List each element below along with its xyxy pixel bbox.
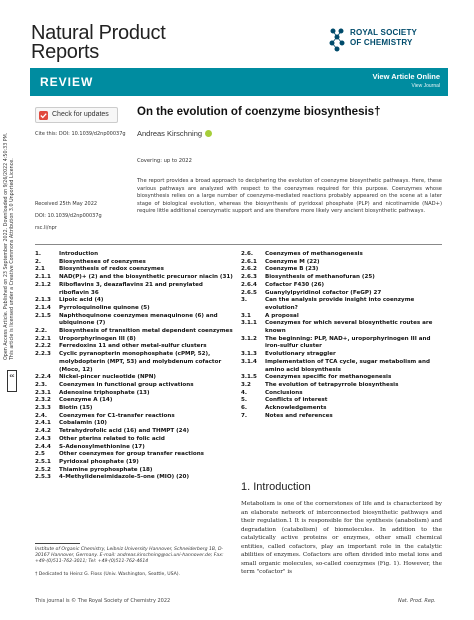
toc-entry-number: 2.5.1 [35, 458, 51, 465]
article-title: On the evolution of coenzyme biosynthesis† [137, 106, 381, 118]
introduction-heading: 1. Introduction [241, 481, 311, 493]
check-for-updates-label: Check for updates [52, 111, 109, 118]
toc-entry-number: 2. [35, 258, 42, 265]
footnote-divider [35, 543, 80, 544]
toc-entry[interactable] [35, 343, 233, 351]
journal-title-line1: Natural Product [31, 22, 166, 44]
covering-period: Covering: up to 2022 [137, 158, 192, 164]
toc-entry[interactable] [35, 474, 233, 482]
toc-entry-number: 3. [241, 297, 248, 304]
rsc-crest-icon [327, 26, 347, 52]
toc-entry[interactable] [35, 259, 233, 267]
toc-right-column [241, 251, 442, 420]
toc-entry-number: 3.1.2 [241, 335, 257, 342]
orcid-icon[interactable] [205, 130, 212, 137]
toc-entry-number: 2.1 [35, 266, 45, 273]
view-journal-link[interactable]: View Journal [411, 83, 440, 89]
toc-entry-number: 2.2.4 [35, 374, 51, 381]
toc-entry-title: Can the analysis provide insight into coenzyme evolution? [265, 297, 415, 311]
article-doi[interactable]: DOI: 10.1039/d2np00037g [35, 213, 102, 219]
author-name[interactable]: Andreas Kirschning [137, 129, 203, 138]
toc-entry-title: Notes and references [265, 412, 333, 419]
open-access-notice: Open Access Article. Published on 23 September 2022. Downloaded on 9/26/2022 4:50:33 PM. [4, 132, 9, 360]
toc-entry-number: 2.2. [35, 328, 48, 335]
toc-entry-title: Acknowledgements [265, 405, 327, 412]
journal-title-line2: Reports [31, 41, 99, 63]
toc-entry-number: 2.5 [35, 451, 45, 458]
toc-left-column [35, 251, 233, 482]
toc-entry[interactable] [35, 444, 233, 452]
author-line [137, 129, 212, 138]
toc-entry-title: Uroporphyrinogen III (8) [59, 335, 136, 342]
toc-entry-title: Coenzyme A (14) [59, 397, 113, 404]
toc-entry[interactable] [35, 282, 233, 297]
toc-entry[interactable] [35, 467, 233, 475]
toc-entry[interactable] [35, 413, 233, 421]
toc-entry-title: Coenzymes for C1-transfer reactions [59, 412, 175, 419]
toc-entry-number: 2.6.1 [241, 258, 257, 265]
toc-entry-title: Implementation of TCA cycle, sugar metabolism and amino acid biosynthesis [265, 358, 430, 373]
toc-entry[interactable] [241, 259, 442, 267]
toc-entry-title: Cofactor F430 (26) [265, 281, 325, 288]
toc-entry-number: 2.6.3 [241, 274, 257, 281]
toc-entry[interactable] [241, 282, 442, 290]
toc-entry[interactable] [241, 274, 442, 282]
toc-entry-number: 6. [241, 405, 248, 412]
toc-entry-title: Tetrahydrofolic acid (16) and THMPT (24) [59, 428, 190, 435]
toc-entry-number: 2.1.3 [35, 297, 51, 304]
cite-doi[interactable]: Cite this: DOI: 10.1039/d2np00037g [35, 131, 126, 137]
toc-entry-title: Cobalamin (10) [59, 420, 107, 427]
toc-entry-number: 2.2.2 [35, 343, 51, 350]
affiliation-footnote: Institute of Organic Chemistry, Leibniz University Hannover, Schneiderberg 1B, D-30167 Hannover, Germany. E-mail: andreas.kirschning@oci.uni-hannover.de; Fax: +49-(0)511-762-3011; Tel: +49-(0)511-762-4614 [35, 547, 224, 565]
toc-entry-number: 2.6.2 [241, 266, 257, 273]
toc-entry-number: 2.3.3 [35, 405, 51, 412]
view-article-online-link[interactable]: View Article Online [372, 72, 440, 81]
toc-entry[interactable] [35, 297, 233, 305]
toc-entry[interactable] [241, 320, 442, 335]
toc-entry[interactable] [241, 405, 442, 413]
toc-entry-title: Conflicts of interest [265, 397, 328, 404]
toc-entry-number: 2.4. [35, 412, 48, 419]
rsc-logo[interactable] [327, 22, 447, 56]
article-type-banner [30, 68, 448, 96]
toc-entry[interactable] [241, 313, 442, 321]
toc-entry-title: Adenosine triphosphate (13) [59, 389, 150, 396]
toc-entry[interactable] [35, 351, 233, 374]
toc-entry-number: 5. [241, 397, 248, 404]
toc-entry-title: Riboflavins 3, deazaflavins 21 and prenylated riboflavin 36 [59, 281, 203, 296]
toc-entry-title: Biosynthesis of transition metal dependent coenzymes [59, 328, 233, 335]
toc-entry-title: Coenzyme B (23) [265, 266, 319, 273]
toc-entry[interactable] [241, 351, 442, 359]
toc-entry[interactable] [35, 451, 233, 459]
toc-entry-number: 3.1.5 [241, 374, 257, 381]
introduction-body: Metabolism is one of the cornerstones of life and is characterized by an elaborate network of interconnected biosynthetic pathways and their regulation.1 It is responsible for the synthesis (anabolism) and degradation (catabolism) of biomolecules. In addition to the catalytically active proteins or enzymes, other small chemical entities, called cofactors, play an important role in the catalytic abilities of enzymes. Cofactors are often divided into metal ions and small organic molecules, so-called coenzymes (Fig. 1). However, the term "cofactor" is [241, 501, 442, 575]
toc-entry[interactable] [241, 266, 442, 274]
toc-entry[interactable] [35, 266, 233, 274]
toc-entry-title: Biosynthesis of methanofuran (25) [265, 274, 375, 281]
toc-entry-title: Thiamine pyrophosphate (18) [59, 466, 153, 473]
toc-entry[interactable] [35, 459, 233, 467]
journal-abbrev-footer: Nat. Prod. Rep. [398, 598, 436, 604]
toc-entry-number: 2.5.2 [35, 466, 51, 473]
cc-license-badge[interactable]: cc [7, 370, 17, 392]
toc-entry-title: 4-Methylideneimidazole-5-one (MIO) (20) [59, 474, 190, 481]
toc-entry[interactable] [241, 297, 442, 312]
toc-entry[interactable] [35, 382, 233, 390]
toc-entry[interactable] [35, 305, 233, 313]
toc-entry-number: 2.6.4 [241, 281, 257, 288]
toc-entry-title: Cyclic pyranopterin monophosphate (cPMP, 52), molybdopterin (MPT, 53) and molybdenum cofactor (Moco, 12) [59, 351, 222, 373]
toc-entry-number: 2.2.3 [35, 351, 51, 358]
toc-entry-title: The beginning: PLP, NAD+, uroporphyrinogen III and iron-sulfur cluster [265, 335, 431, 350]
toc-entry-number: 3.2 [241, 381, 251, 388]
toc-entry-number: 2.3.1 [35, 389, 51, 396]
copyright-footer: This journal is © The Royal Society of Chemistry 2022 [35, 598, 171, 604]
license-notice[interactable]: This article is licensed under a Creative Commons Attribution 3.0 Unported Licence. [10, 158, 15, 360]
toc-entry-title: Pyridoxal phosphate (19) [59, 458, 139, 465]
toc-entry[interactable] [241, 336, 442, 351]
toc-entry-number: 2.6.5 [241, 289, 257, 296]
publisher-line1: ROYAL SOCIETY [350, 28, 418, 37]
toc-entry[interactable] [241, 397, 442, 405]
toc-entry-title: Introduction [59, 251, 99, 257]
toc-entry-number: 2.4.1 [35, 420, 51, 427]
toc-entry-title: S-Adenosylmethionine (17) [59, 443, 145, 450]
toc-entry-title: Coenzymes in functional group activations [59, 381, 194, 388]
toc-entry-title: Evolutionary straggler [265, 351, 336, 358]
toc-entry-number: 3.1.4 [241, 358, 257, 365]
received-date: Received 25th May 2022 [35, 201, 98, 207]
toc-entry-number: 2.5.3 [35, 474, 51, 481]
toc-entry[interactable] [35, 420, 233, 428]
journal-short-link[interactable]: rsc.li/npr [35, 225, 57, 231]
toc-entry[interactable] [35, 274, 233, 282]
toc-entry[interactable] [241, 374, 442, 382]
check-for-updates-button[interactable] [35, 107, 118, 123]
toc-entry-number: 2.4.4 [35, 443, 51, 450]
publisher-line2: OF CHEMISTRY [350, 38, 413, 47]
toc-entry-number: 2.1.2 [35, 281, 51, 288]
toc-entry-title: Lipoic acid (4) [59, 297, 104, 304]
journal-title [31, 24, 165, 62]
abstract: The report provides a broad approach to deciphering the evolution of coenzyme biosynthetic pathways. Here, these various pathways are analyzed with respect to the coenzymes required for this purpose. Coenzymes whose biosynthesis relies on a large number of coenzyme-mediated reactions probably appeared on the scene at a later stage of biological evolution, whereas the biosynthesis of pyridoxal phosphate (PLP) and nicotinamide (NAD+) require little additional coenzymatic support and are therefore more likely very ancient biosynthetic pathways. [137, 178, 442, 215]
toc-entry-number: 3.1 [241, 312, 251, 319]
toc-entry-number: 1. [35, 251, 42, 257]
toc-entry-title: Coenzymes specific for methanogenesis [265, 374, 392, 381]
toc-entry-number: 4. [241, 389, 248, 396]
toc-entry[interactable] [35, 390, 233, 398]
toc-entry-title: Ferredoxins 11 and other metal-sulfur clusters [59, 343, 207, 350]
dedication-footnote: † Dedicated to Heinz G. Floss (Univ. Washington, Seattle, USA). [35, 572, 181, 577]
toc-entry[interactable] [35, 397, 233, 405]
toc-entry-title: Conclusions [265, 389, 303, 396]
toc-entry-title: Other pterins related to folic acid [59, 435, 165, 442]
toc-entry[interactable] [241, 390, 442, 398]
toc-entry[interactable] [35, 336, 233, 344]
toc-entry-number: 3.1.1 [241, 320, 257, 327]
toc-entry-number: 2.4.3 [35, 435, 51, 442]
toc-entry-number: 2.1.1 [35, 274, 51, 281]
toc-entry-title: Biosyntheses of coenzymes [59, 258, 146, 265]
toc-entry[interactable] [35, 428, 233, 436]
toc-entry-number: 2.1.4 [35, 304, 51, 311]
toc-entry-number: 2.6. [241, 251, 254, 257]
toc-entry-title: Biosynthesis of redox coenzymes [59, 266, 164, 273]
toc-entry-number: 7. [241, 412, 248, 419]
toc-entry[interactable] [241, 290, 442, 298]
open-access-sidebar [4, 120, 26, 360]
toc-entry-number: 2.4.2 [35, 428, 51, 435]
toc-entry-number: 2.3.2 [35, 397, 51, 404]
section-divider [35, 244, 442, 245]
toc-entry[interactable] [241, 382, 442, 390]
toc-entry-title: Biotin (15) [59, 405, 93, 412]
toc-entry-number: 2.1.5 [35, 312, 51, 319]
toc-entry-title: Other coenzymes for group transfer reactions [59, 451, 205, 458]
toc-entry-title: Coenzyme M (22) [265, 258, 320, 265]
toc-entry[interactable] [241, 413, 442, 421]
toc-entry-number: 2.3. [35, 381, 48, 388]
toc-entry-number: 3.1.3 [241, 351, 257, 358]
toc-entry-title: NAD(P)+ (2) and the biosynthetic precursor niacin (31) [59, 274, 233, 281]
toc-entry[interactable] [35, 405, 233, 413]
toc-entry-number: 2.2.1 [35, 335, 51, 342]
toc-entry[interactable] [35, 436, 233, 444]
toc-entry[interactable] [241, 359, 442, 374]
toc-entry-title: Coenzymes for which several biosynthetic routes are known [265, 320, 433, 335]
article-type-label: REVIEW [40, 75, 94, 89]
toc-entry-title: Coenzymes of methanogenesis [265, 251, 363, 257]
toc-entry[interactable] [35, 251, 233, 259]
toc-entry[interactable] [35, 374, 233, 382]
toc-entry-title: Nickel-pincer nucleotide (NPN) [59, 374, 156, 381]
update-check-icon [39, 111, 48, 120]
toc-entry[interactable] [35, 313, 233, 328]
toc-entry[interactable] [35, 328, 233, 336]
toc-entry[interactable] [241, 251, 442, 259]
toc-entry-title: A proposal [265, 312, 299, 319]
toc-entry-title: The evolution of tetrapyrrole biosynthesis [265, 381, 399, 388]
toc-entry-title: Naphthoquinone coenzymes menaquinone (6) and ubiquinone (7) [59, 312, 218, 327]
toc-entry-title: Guanylylpyridinol cofactor (FeGP) 27 [265, 289, 382, 296]
toc-entry-title: Pyrroloquinoline quinone (5) [59, 304, 150, 311]
